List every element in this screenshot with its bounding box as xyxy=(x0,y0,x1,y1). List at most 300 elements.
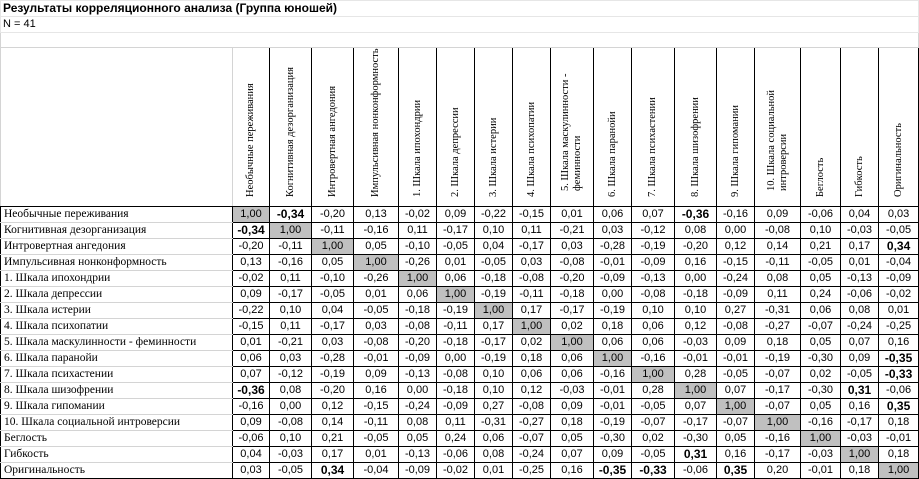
column-header-5[interactable] xyxy=(399,48,437,207)
correlation-cell[interactable]: 0,02 xyxy=(632,431,675,447)
correlation-cell[interactable]: 0,05 xyxy=(399,431,437,447)
correlation-cell[interactable]: -0,19 xyxy=(475,351,513,367)
correlation-cell[interactable]: -0,08 xyxy=(632,287,675,303)
correlation-cell[interactable]: -0,10 xyxy=(312,271,354,287)
correlation-cell[interactable]: -0,11 xyxy=(437,319,475,335)
correlation-cell[interactable]: 0,09 xyxy=(233,287,270,303)
correlation-cell[interactable]: -0,17 xyxy=(675,415,717,431)
correlation-cell[interactable]: -0,17 xyxy=(755,447,801,463)
correlation-cell[interactable]: -0,04 xyxy=(354,463,399,479)
correlation-cell[interactable]: 0,16 xyxy=(551,463,594,479)
correlation-cell[interactable]: 0,05 xyxy=(801,271,841,287)
correlation-cell[interactable]: -0,01 xyxy=(594,383,632,399)
correlation-cell[interactable]: 1,00 xyxy=(594,351,632,367)
correlation-cell[interactable]: -0,05 xyxy=(354,303,399,319)
correlation-cell[interactable]: 0,05 xyxy=(551,431,594,447)
correlation-cell[interactable]: 0,05 xyxy=(312,255,354,271)
correlation-cell[interactable]: -0,17 xyxy=(551,303,594,319)
correlation-cell[interactable]: 0,09 xyxy=(841,351,879,367)
correlation-cell[interactable]: -0,13 xyxy=(399,447,437,463)
correlation-cell[interactable]: 0,01 xyxy=(354,287,399,303)
correlation-cell[interactable]: 0,03 xyxy=(879,207,919,223)
correlation-cell[interactable]: 0,14 xyxy=(312,415,354,431)
correlation-cell[interactable]: 0,16 xyxy=(879,335,919,351)
correlation-cell[interactable]: -0,22 xyxy=(233,303,270,319)
correlation-cell[interactable]: 0,04 xyxy=(312,303,354,319)
correlation-cell[interactable]: -0,30 xyxy=(801,351,841,367)
correlation-cell[interactable]: -0,05 xyxy=(437,239,475,255)
correlation-cell[interactable]: -0,21 xyxy=(270,335,312,351)
correlation-cell[interactable]: -0,34 xyxy=(270,207,312,223)
correlation-cell[interactable]: -0,36 xyxy=(675,207,717,223)
correlation-cell[interactable]: 0,03 xyxy=(270,351,312,367)
correlation-cell[interactable]: -0,18 xyxy=(437,383,475,399)
correlation-cell[interactable]: -0,06 xyxy=(437,447,475,463)
correlation-cell[interactable]: 0,10 xyxy=(475,223,513,239)
correlation-cell[interactable]: -0,13 xyxy=(632,271,675,287)
row-label[interactable]: Необычные переживания xyxy=(1,207,233,223)
row-label[interactable]: 5. Шкала маскулинности - феминности xyxy=(1,335,233,351)
correlation-cell[interactable]: 1,00 xyxy=(717,399,755,415)
correlation-cell[interactable]: 0,09 xyxy=(594,447,632,463)
sample-size-label[interactable]: N = 41 xyxy=(1,17,919,33)
correlation-cell[interactable]: 0,01 xyxy=(551,207,594,223)
correlation-cell[interactable]: 1,00 xyxy=(475,303,513,319)
correlation-cell[interactable]: 0,16 xyxy=(354,383,399,399)
correlation-cell[interactable]: -0,17 xyxy=(755,383,801,399)
correlation-cell[interactable]: 0,27 xyxy=(475,399,513,415)
correlation-cell[interactable]: -0,28 xyxy=(312,351,354,367)
column-header-8[interactable] xyxy=(513,48,551,207)
correlation-cell[interactable]: -0,18 xyxy=(675,287,717,303)
correlation-cell[interactable]: 0,06 xyxy=(594,335,632,351)
correlation-cell[interactable]: 0,05 xyxy=(354,239,399,255)
correlation-cell[interactable]: -0,19 xyxy=(594,415,632,431)
correlation-cell[interactable]: -0,30 xyxy=(675,431,717,447)
correlation-cell[interactable]: 0,11 xyxy=(755,287,801,303)
correlation-cell[interactable]: -0,22 xyxy=(475,207,513,223)
correlation-cell[interactable]: 0,02 xyxy=(513,335,551,351)
correlation-cell[interactable]: 0,09 xyxy=(755,207,801,223)
column-header-12[interactable] xyxy=(675,48,717,207)
correlation-cell[interactable]: -0,06 xyxy=(233,431,270,447)
correlation-cell[interactable]: -0,06 xyxy=(879,383,919,399)
correlation-cell[interactable]: -0,18 xyxy=(437,335,475,351)
correlation-cell[interactable]: 0,01 xyxy=(233,335,270,351)
correlation-cell[interactable]: -0,25 xyxy=(879,319,919,335)
correlation-cell[interactable]: 0,09 xyxy=(551,399,594,415)
correlation-cell[interactable]: -0,03 xyxy=(801,447,841,463)
column-header-14[interactable] xyxy=(755,48,801,207)
correlation-cell[interactable]: 0,12 xyxy=(312,399,354,415)
correlation-cell[interactable]: 0,06 xyxy=(594,207,632,223)
correlation-cell[interactable]: -0,20 xyxy=(233,239,270,255)
correlation-cell[interactable]: 0,01 xyxy=(475,463,513,479)
correlation-cell[interactable]: -0,15 xyxy=(513,207,551,223)
correlation-cell[interactable]: -0,05 xyxy=(632,447,675,463)
correlation-cell[interactable]: -0,01 xyxy=(594,399,632,415)
correlation-cell[interactable]: -0,19 xyxy=(594,303,632,319)
correlation-cell[interactable]: -0,03 xyxy=(841,223,879,239)
row-label[interactable]: 10. Шкала социальной интроверсии xyxy=(1,415,233,431)
correlation-cell[interactable]: -0,08 xyxy=(513,271,551,287)
correlation-cell[interactable]: -0,13 xyxy=(399,367,437,383)
correlation-cell[interactable]: -0,33 xyxy=(879,367,919,383)
correlation-cell[interactable]: 0,10 xyxy=(475,383,513,399)
correlation-cell[interactable]: 0,03 xyxy=(513,255,551,271)
correlation-cell[interactable]: 0,06 xyxy=(399,287,437,303)
correlation-cell[interactable]: 0,07 xyxy=(675,399,717,415)
correlation-cell[interactable]: 0,10 xyxy=(270,431,312,447)
correlation-cell[interactable]: -0,07 xyxy=(755,399,801,415)
correlation-cell[interactable]: 0,06 xyxy=(632,319,675,335)
correlation-cell[interactable]: 0,06 xyxy=(437,271,475,287)
correlation-cell[interactable]: -0,03 xyxy=(675,335,717,351)
correlation-cell[interactable]: -0,19 xyxy=(755,351,801,367)
correlation-cell[interactable]: -0,15 xyxy=(354,399,399,415)
correlation-cell[interactable]: 0,18 xyxy=(594,319,632,335)
correlation-cell[interactable]: -0,18 xyxy=(475,271,513,287)
correlation-cell[interactable]: 0,10 xyxy=(801,223,841,239)
correlation-cell[interactable]: -0,33 xyxy=(632,463,675,479)
correlation-cell[interactable]: -0,05 xyxy=(717,367,755,383)
row-label[interactable]: Когнитивная дезорганизация xyxy=(1,223,233,239)
correlation-cell[interactable]: 0,10 xyxy=(675,303,717,319)
column-header-2[interactable] xyxy=(270,48,312,207)
correlation-cell[interactable]: -0,16 xyxy=(755,431,801,447)
correlation-cell[interactable]: 0,35 xyxy=(879,399,919,415)
correlation-cell[interactable]: -0,11 xyxy=(354,415,399,431)
correlation-cell[interactable]: -0,09 xyxy=(879,271,919,287)
correlation-cell[interactable]: -0,24 xyxy=(513,447,551,463)
correlation-cell[interactable]: -0,03 xyxy=(841,431,879,447)
correlation-cell[interactable]: -0,12 xyxy=(270,367,312,383)
correlation-cell[interactable]: -0,17 xyxy=(270,287,312,303)
correlation-cell[interactable]: 0,24 xyxy=(437,431,475,447)
correlation-cell[interactable]: -0,17 xyxy=(437,223,475,239)
correlation-cell[interactable]: 0,08 xyxy=(399,415,437,431)
correlation-cell[interactable]: -0,35 xyxy=(594,463,632,479)
correlation-cell[interactable]: 0,01 xyxy=(879,303,919,319)
correlation-cell[interactable]: -0,16 xyxy=(632,351,675,367)
correlation-cell[interactable]: -0,08 xyxy=(354,335,399,351)
correlation-cell[interactable]: -0,03 xyxy=(270,447,312,463)
column-header-17[interactable] xyxy=(879,48,919,207)
correlation-cell[interactable]: -0,05 xyxy=(312,287,354,303)
correlation-cell[interactable]: 0,10 xyxy=(475,367,513,383)
row-label[interactable]: 9. Шкала гипомании xyxy=(1,399,233,415)
correlation-cell[interactable]: 0,03 xyxy=(551,239,594,255)
correlation-cell[interactable]: 1,00 xyxy=(437,287,475,303)
correlation-cell[interactable]: 0,08 xyxy=(755,271,801,287)
correlation-cell[interactable]: 0,05 xyxy=(801,335,841,351)
correlation-cell[interactable]: -0,20 xyxy=(551,271,594,287)
correlation-cell[interactable]: 0,17 xyxy=(841,239,879,255)
correlation-cell[interactable]: -0,01 xyxy=(354,351,399,367)
correlation-cell[interactable]: 1,00 xyxy=(755,415,801,431)
correlation-cell[interactable]: -0,17 xyxy=(513,239,551,255)
correlation-cell[interactable]: -0,09 xyxy=(399,351,437,367)
correlation-cell[interactable]: 0,18 xyxy=(551,415,594,431)
correlation-cell[interactable]: 0,18 xyxy=(513,351,551,367)
row-label[interactable]: 2. Шкала депрессии xyxy=(1,287,233,303)
correlation-cell[interactable]: 0,03 xyxy=(312,335,354,351)
correlation-cell[interactable]: 0,28 xyxy=(675,367,717,383)
correlation-cell[interactable]: -0,04 xyxy=(879,255,919,271)
correlation-cell[interactable]: 0,01 xyxy=(354,447,399,463)
row-label[interactable]: 6. Шкала паранойи xyxy=(1,351,233,367)
correlation-cell[interactable]: 0,21 xyxy=(312,431,354,447)
correlation-cell[interactable]: -0,01 xyxy=(879,431,919,447)
correlation-cell[interactable]: 1,00 xyxy=(675,383,717,399)
correlation-cell[interactable]: -0,18 xyxy=(399,303,437,319)
correlation-cell[interactable]: -0,07 xyxy=(801,319,841,335)
correlation-cell[interactable]: -0,11 xyxy=(513,287,551,303)
correlation-cell[interactable]: -0,30 xyxy=(594,431,632,447)
correlation-cell[interactable]: -0,01 xyxy=(801,463,841,479)
correlation-cell[interactable]: 0,34 xyxy=(312,463,354,479)
correlation-cell[interactable]: -0,13 xyxy=(841,271,879,287)
correlation-cell[interactable]: 0,06 xyxy=(513,367,551,383)
column-header-9[interactable] xyxy=(551,48,594,207)
correlation-cell[interactable]: -0,01 xyxy=(717,351,755,367)
correlation-cell[interactable]: -0,02 xyxy=(879,287,919,303)
row-label[interactable]: 8. Шкала шизофрении xyxy=(1,383,233,399)
correlation-cell[interactable]: -0,11 xyxy=(312,223,354,239)
correlation-cell[interactable]: -0,28 xyxy=(594,239,632,255)
correlation-cell[interactable]: -0,19 xyxy=(437,303,475,319)
correlation-cell[interactable]: 0,16 xyxy=(675,255,717,271)
correlation-cell[interactable]: -0,12 xyxy=(632,223,675,239)
correlation-cell[interactable]: -0,24 xyxy=(717,271,755,287)
correlation-cell[interactable]: 0,08 xyxy=(675,223,717,239)
correlation-cell[interactable]: 0,14 xyxy=(755,239,801,255)
correlation-cell[interactable]: 0,17 xyxy=(513,303,551,319)
correlation-cell[interactable]: 0,18 xyxy=(755,335,801,351)
correlation-cell[interactable]: 0,00 xyxy=(399,383,437,399)
column-header-13[interactable] xyxy=(717,48,755,207)
correlation-cell[interactable]: 0,00 xyxy=(270,399,312,415)
correlation-cell[interactable]: -0,11 xyxy=(755,255,801,271)
correlation-cell[interactable]: 0,00 xyxy=(437,351,475,367)
column-header-10[interactable] xyxy=(594,48,632,207)
correlation-cell[interactable]: -0,08 xyxy=(717,319,755,335)
correlation-cell[interactable]: -0,09 xyxy=(594,271,632,287)
correlation-cell[interactable]: 0,07 xyxy=(717,383,755,399)
correlation-cell[interactable]: -0,35 xyxy=(879,351,919,367)
correlation-cell[interactable]: 0,18 xyxy=(841,463,879,479)
correlation-cell[interactable]: 0,31 xyxy=(675,447,717,463)
correlation-cell[interactable]: -0,24 xyxy=(399,399,437,415)
correlation-cell[interactable]: -0,09 xyxy=(437,399,475,415)
correlation-cell[interactable]: -0,17 xyxy=(475,335,513,351)
correlation-cell[interactable]: 0,09 xyxy=(354,367,399,383)
row-label[interactable]: 4. Шкала психопатии xyxy=(1,319,233,335)
correlation-cell[interactable]: 0,08 xyxy=(270,383,312,399)
correlation-cell[interactable]: 1,00 xyxy=(312,239,354,255)
correlation-cell[interactable]: -0,16 xyxy=(801,415,841,431)
correlation-cell[interactable]: -0,18 xyxy=(551,287,594,303)
sheet-title[interactable]: Результаты корреляционного анализа (Группа юношей) xyxy=(1,1,919,17)
correlation-cell[interactable]: 0,34 xyxy=(879,239,919,255)
correlation-cell[interactable]: -0,15 xyxy=(717,255,755,271)
correlation-cell[interactable]: 0,07 xyxy=(841,335,879,351)
row-label[interactable]: Оригинальность xyxy=(1,463,233,479)
correlation-cell[interactable]: 0,09 xyxy=(233,415,270,431)
correlation-cell[interactable]: -0,26 xyxy=(399,255,437,271)
correlation-cell[interactable]: 0,02 xyxy=(551,319,594,335)
correlation-cell[interactable]: -0,07 xyxy=(513,431,551,447)
correlation-cell[interactable]: -0,31 xyxy=(475,415,513,431)
correlation-cell[interactable]: 0,00 xyxy=(717,223,755,239)
correlation-cell[interactable]: -0,09 xyxy=(632,255,675,271)
correlation-cell[interactable]: 0,05 xyxy=(801,399,841,415)
correlation-cell[interactable]: -0,02 xyxy=(233,271,270,287)
row-label[interactable]: 1. Шкала ипохондрии xyxy=(1,271,233,287)
correlation-cell[interactable]: 0,12 xyxy=(513,383,551,399)
correlation-cell[interactable]: 1,00 xyxy=(354,255,399,271)
correlation-cell[interactable]: 0,13 xyxy=(354,207,399,223)
correlation-cell[interactable]: -0,06 xyxy=(675,463,717,479)
correlation-cell[interactable]: 0,00 xyxy=(675,271,717,287)
correlation-cell[interactable]: 1,00 xyxy=(513,319,551,335)
correlation-cell[interactable]: 0,01 xyxy=(437,255,475,271)
correlation-cell[interactable]: -0,02 xyxy=(399,207,437,223)
correlation-cell[interactable]: -0,20 xyxy=(312,383,354,399)
correlation-cell[interactable]: 0,11 xyxy=(399,223,437,239)
correlation-cell[interactable]: -0,16 xyxy=(270,255,312,271)
correlation-cell[interactable]: 0,04 xyxy=(475,239,513,255)
column-header-1[interactable] xyxy=(233,48,270,207)
correlation-cell[interactable]: -0,20 xyxy=(312,207,354,223)
correlation-cell[interactable]: 0,12 xyxy=(675,319,717,335)
correlation-cell[interactable]: 0,07 xyxy=(233,367,270,383)
correlation-cell[interactable]: 1,00 xyxy=(270,223,312,239)
correlation-cell[interactable]: -0,17 xyxy=(841,415,879,431)
row-label[interactable]: Интровертная ангедония xyxy=(1,239,233,255)
correlation-cell[interactable]: -0,25 xyxy=(513,463,551,479)
correlation-cell[interactable]: 0,04 xyxy=(841,207,879,223)
correlation-cell[interactable]: 0,12 xyxy=(717,239,755,255)
correlation-cell[interactable]: -0,09 xyxy=(399,463,437,479)
correlation-cell[interactable]: -0,01 xyxy=(594,255,632,271)
correlation-cell[interactable]: 0,28 xyxy=(632,383,675,399)
row-label[interactable]: 3. Шкала истерии xyxy=(1,303,233,319)
correlation-cell[interactable]: 1,00 xyxy=(632,367,675,383)
correlation-cell[interactable]: 1,00 xyxy=(879,463,919,479)
correlation-cell[interactable]: 0,17 xyxy=(312,447,354,463)
correlation-cell[interactable]: -0,09 xyxy=(717,287,755,303)
correlation-cell[interactable]: -0,16 xyxy=(233,399,270,415)
correlation-cell[interactable]: 1,00 xyxy=(551,335,594,351)
correlation-cell[interactable]: -0,10 xyxy=(399,239,437,255)
correlation-cell[interactable]: -0,19 xyxy=(475,287,513,303)
row-label[interactable]: Импульсивная нонконформность xyxy=(1,255,233,271)
correlation-cell[interactable]: -0,31 xyxy=(755,303,801,319)
correlation-cell[interactable]: -0,07 xyxy=(717,415,755,431)
correlation-cell[interactable]: -0,06 xyxy=(841,287,879,303)
correlation-cell[interactable]: 0,13 xyxy=(233,255,270,271)
correlation-cell[interactable]: -0,03 xyxy=(551,383,594,399)
correlation-cell[interactable]: 0,20 xyxy=(755,463,801,479)
correlation-cell[interactable]: 0,11 xyxy=(270,319,312,335)
correlation-cell[interactable]: 0,24 xyxy=(801,287,841,303)
column-header-6[interactable] xyxy=(437,48,475,207)
correlation-cell[interactable]: 1,00 xyxy=(841,447,879,463)
correlation-cell[interactable]: -0,21 xyxy=(551,223,594,239)
correlation-cell[interactable]: -0,05 xyxy=(354,431,399,447)
correlation-cell[interactable]: -0,24 xyxy=(841,319,879,335)
correlation-cell[interactable]: 0,06 xyxy=(551,351,594,367)
correlation-cell[interactable]: 0,06 xyxy=(233,351,270,367)
correlation-cell[interactable]: 0,06 xyxy=(551,367,594,383)
correlation-cell[interactable]: -0,02 xyxy=(437,463,475,479)
correlation-cell[interactable]: -0,06 xyxy=(801,207,841,223)
correlation-cell[interactable]: 0,05 xyxy=(717,431,755,447)
correlation-cell[interactable]: 0,11 xyxy=(270,271,312,287)
correlation-cell[interactable]: 0,04 xyxy=(233,447,270,463)
correlation-cell[interactable]: 0,10 xyxy=(270,303,312,319)
correlation-cell[interactable]: -0,26 xyxy=(354,271,399,287)
correlation-cell[interactable]: -0,05 xyxy=(270,463,312,479)
correlation-cell[interactable]: 0,03 xyxy=(354,319,399,335)
correlation-cell[interactable]: 0,31 xyxy=(841,383,879,399)
correlation-cell[interactable]: -0,19 xyxy=(312,367,354,383)
correlation-cell[interactable]: -0,08 xyxy=(513,399,551,415)
correlation-cell[interactable]: 0,16 xyxy=(841,399,879,415)
correlation-cell[interactable]: 0,06 xyxy=(632,335,675,351)
correlation-cell[interactable]: -0,05 xyxy=(801,255,841,271)
correlation-cell[interactable]: 0,18 xyxy=(879,415,919,431)
correlation-cell[interactable]: -0,19 xyxy=(632,239,675,255)
correlation-cell[interactable]: -0,08 xyxy=(755,223,801,239)
correlation-cell[interactable]: 0,27 xyxy=(717,303,755,319)
correlation-cell[interactable]: -0,05 xyxy=(841,367,879,383)
correlation-cell[interactable]: -0,08 xyxy=(551,255,594,271)
correlation-cell[interactable]: -0,15 xyxy=(233,319,270,335)
correlation-cell[interactable]: -0,01 xyxy=(675,351,717,367)
correlation-cell[interactable]: -0,34 xyxy=(233,223,270,239)
correlation-cell[interactable]: -0,11 xyxy=(270,239,312,255)
correlation-cell[interactable]: -0,16 xyxy=(594,367,632,383)
correlation-cell[interactable]: 0,01 xyxy=(841,255,879,271)
correlation-cell[interactable]: 0,03 xyxy=(594,223,632,239)
row-label[interactable]: Беглость xyxy=(1,431,233,447)
correlation-cell[interactable]: 1,00 xyxy=(399,271,437,287)
correlation-cell[interactable]: -0,17 xyxy=(312,319,354,335)
correlation-cell[interactable]: -0,27 xyxy=(755,319,801,335)
row-label[interactable]: 7. Шкала психастении xyxy=(1,367,233,383)
correlation-cell[interactable]: 0,07 xyxy=(551,447,594,463)
correlation-cell[interactable]: 0,08 xyxy=(841,303,879,319)
column-header-15[interactable] xyxy=(801,48,841,207)
correlation-cell[interactable]: 0,35 xyxy=(717,463,755,479)
correlation-cell[interactable]: -0,05 xyxy=(632,399,675,415)
column-header-16[interactable] xyxy=(841,48,879,207)
correlation-cell[interactable]: 0,11 xyxy=(437,415,475,431)
correlation-cell[interactable]: -0,27 xyxy=(513,415,551,431)
correlation-cell[interactable]: 0,03 xyxy=(233,463,270,479)
column-header-7[interactable] xyxy=(475,48,513,207)
correlation-cell[interactable]: -0,16 xyxy=(354,223,399,239)
correlation-cell[interactable]: 0,18 xyxy=(879,447,919,463)
corner-cell[interactable] xyxy=(1,48,233,207)
column-header-3[interactable] xyxy=(312,48,354,207)
correlation-cell[interactable]: -0,36 xyxy=(233,383,270,399)
correlation-cell[interactable]: 1,00 xyxy=(233,207,270,223)
correlation-cell[interactable]: -0,07 xyxy=(632,415,675,431)
correlation-cell[interactable]: -0,05 xyxy=(475,255,513,271)
